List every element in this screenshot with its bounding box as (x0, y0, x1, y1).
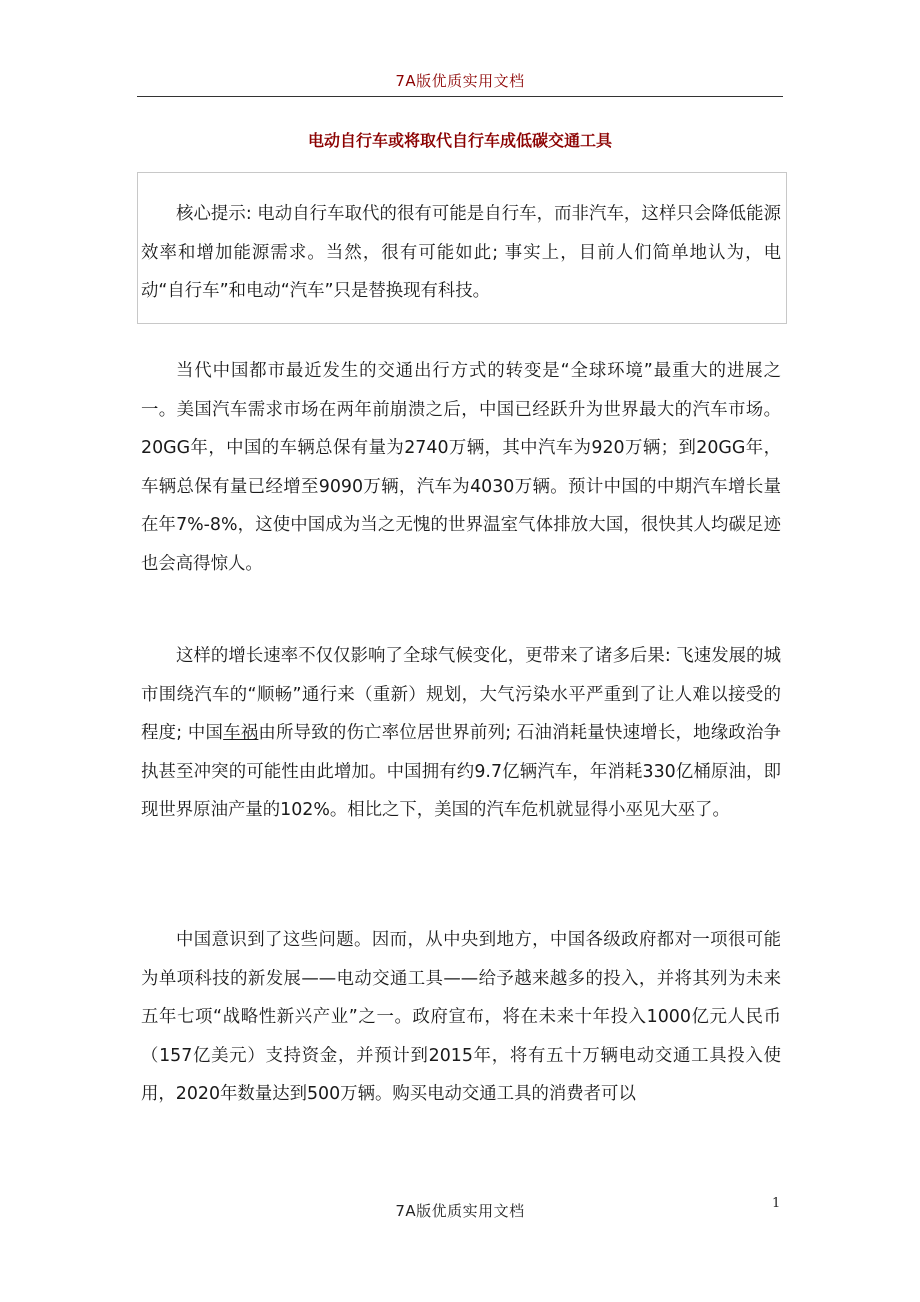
page-footer: 7A版优质实用文档 (395, 1202, 525, 1220)
paragraph-2-text-b: 由所导致的伤亡率位居世界前列; 石油消耗量快速增长，地缘政治争执甚至冲突的可能性由此增加。中国拥有约9.7亿辆汽车，年消耗330亿桶原油，即现世界原油产量的102%。相比之下，美国的汽车危机就显得小巫见大巫了。 (141, 723, 781, 820)
paragraph-2 (141, 637, 781, 830)
paragraph-3: 中国意识到了这些问题。因而，从中央到地方，中国各级政府都对一项很可能为单项科技的新发展——电动交通工具——给予越来越多的投入，并将其列为未来五年七项“战略性新兴产业”之一。政府宣布，将在未来十年投入1000亿元人民币（157亿美元）支持资金，并预计到2015年，将有五十万辆电动交通工具投入使用，2020年数量达到500万辆。购买电动交通工具的消费者可以 (141, 930, 781, 1104)
paragraph-2-text-a: 这样的增长速率不仅仅影响了全球气候变化，更带来了诸多后果: 飞速发展的城市围绕汽车的“顺畅”通行来（重新）规划，大气污染水平严重到了让人难以接受的程度; 中国 (141, 646, 781, 743)
header-divider (137, 96, 783, 97)
underlined-term: 车祸 (223, 723, 259, 743)
page-number: 1 (772, 1196, 781, 1211)
article-title: 电动自行车或将取代自行车成低碳交通工具 (307, 131, 612, 150)
page-header: 7A版优质实用文档 (395, 72, 525, 90)
paragraph-1: 当代中国都市最近发生的交通出行方式的转变是“全球环境”最重大的进展之一。美国汽车需求市场在两年前崩溃之后，中国已经跃升为世界最大的汽车市场。20GG年，中国的车辆总保有量为2740万辆，其中汽车为920万辆；到20GG年，车辆总保有量已经增至9090万辆，汽车为4030万辆。预计中国的中期汽车增长量在年7%-8%，这使中国成为当之无愧的世界温室气体排放大国，很快其人均碳足迹也会高得惊人。 (141, 361, 781, 574)
summary-text: 核心提示: 电动自行车取代的很有可能是自行车，而非汽车，这样只会降低能源效率和增加能源需求。当然，很有可能如此; 事实上，目前人们简单地认为，电动“自行车”和电动“汽车”只是替换现有科技。 (141, 204, 781, 301)
